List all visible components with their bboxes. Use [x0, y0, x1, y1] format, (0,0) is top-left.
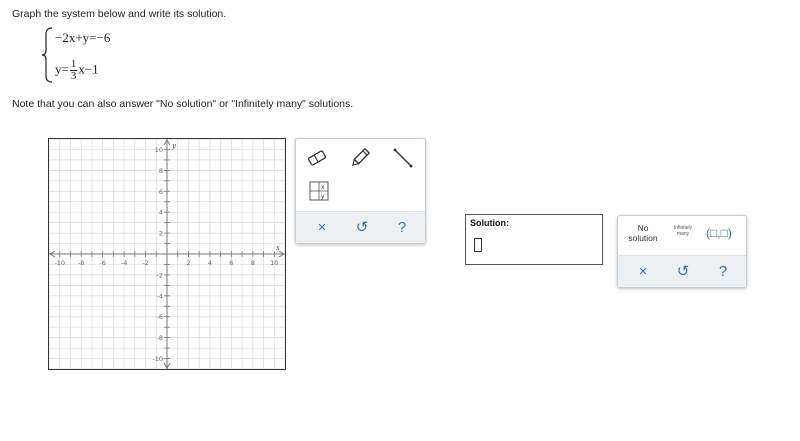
y-tick-label: 2: [158, 229, 163, 238]
clear-icon[interactable]: ×: [317, 219, 327, 236]
x-tick-label: 4: [207, 259, 212, 267]
undo-icon[interactable]: ↺: [676, 263, 690, 280]
y-tick-label: 4: [158, 208, 163, 217]
ordered-pair-button[interactable]: (□,□): [706, 226, 732, 240]
y-tick-label: -4: [156, 292, 163, 301]
help-icon[interactable]: ?: [397, 219, 407, 236]
svg-text:y: y: [321, 193, 325, 200]
coordinate-plane[interactable]: [49, 139, 285, 369]
y-tick-label: -6: [156, 313, 163, 322]
y-tick-label: 10: [154, 145, 163, 154]
equation-2-rhs: x−1: [78, 61, 99, 77]
x-tick-label: -4: [120, 259, 128, 267]
equation-2-lhs: y=: [55, 61, 69, 77]
equation-2-fraction: [70, 59, 78, 82]
y-tick-label: -2: [156, 271, 163, 280]
choice-panel-footer: [618, 255, 746, 287]
svg-text:x: x: [321, 184, 325, 191]
clear-icon[interactable]: ×: [638, 263, 648, 280]
graph-tool-panel: [295, 138, 426, 244]
instruction-text: Graph the system below and write its solution.: [12, 8, 227, 20]
x-tick-label: -2: [142, 259, 149, 267]
solution-title: Solution:: [470, 218, 509, 228]
equation-1: −2x+y=−6: [55, 30, 111, 45]
x-tick-label: -6: [99, 259, 106, 267]
fraction-numerator: 1: [70, 58, 77, 70]
graph-area[interactable]: [48, 138, 286, 370]
x-axis-label: x: [276, 244, 280, 252]
equation-2: [55, 59, 99, 82]
x-tick-label: 10: [270, 259, 279, 267]
x-tick-label: -10: [54, 259, 66, 267]
table-icon[interactable]: [309, 181, 329, 201]
y-tick-label: 6: [158, 187, 163, 196]
no-solution-button[interactable]: No solution: [628, 223, 658, 243]
system-brace: [40, 26, 54, 84]
x-tick-label: 2: [186, 259, 191, 267]
y-tick-label: -8: [156, 334, 163, 343]
fraction-denominator: 3: [70, 70, 77, 82]
line-segment-icon[interactable]: [392, 147, 414, 169]
y-tick-label: 8: [158, 166, 163, 175]
note-text: Note that you can also answer "No solution" or "Infinitely many" solutions.: [12, 98, 354, 110]
infinitely-many-button[interactable]: Infinitely many: [673, 225, 693, 237]
undo-icon[interactable]: ↺: [355, 219, 369, 236]
y-tick-label: -10: [152, 355, 163, 364]
eraser-icon[interactable]: [306, 147, 328, 169]
equation-system: [40, 26, 150, 84]
solution-box: [465, 214, 603, 265]
answer-input[interactable]: [474, 238, 482, 252]
x-tick-label: 6: [229, 259, 234, 267]
pencil-icon[interactable]: [349, 147, 371, 169]
answer-choice-panel: [617, 215, 747, 288]
y-axis-label: y: [172, 142, 176, 150]
tool-panel-footer: [296, 211, 425, 243]
x-tick-label: -8: [77, 259, 85, 267]
x-tick-label: 8: [250, 259, 255, 267]
help-icon[interactable]: ?: [718, 263, 728, 280]
